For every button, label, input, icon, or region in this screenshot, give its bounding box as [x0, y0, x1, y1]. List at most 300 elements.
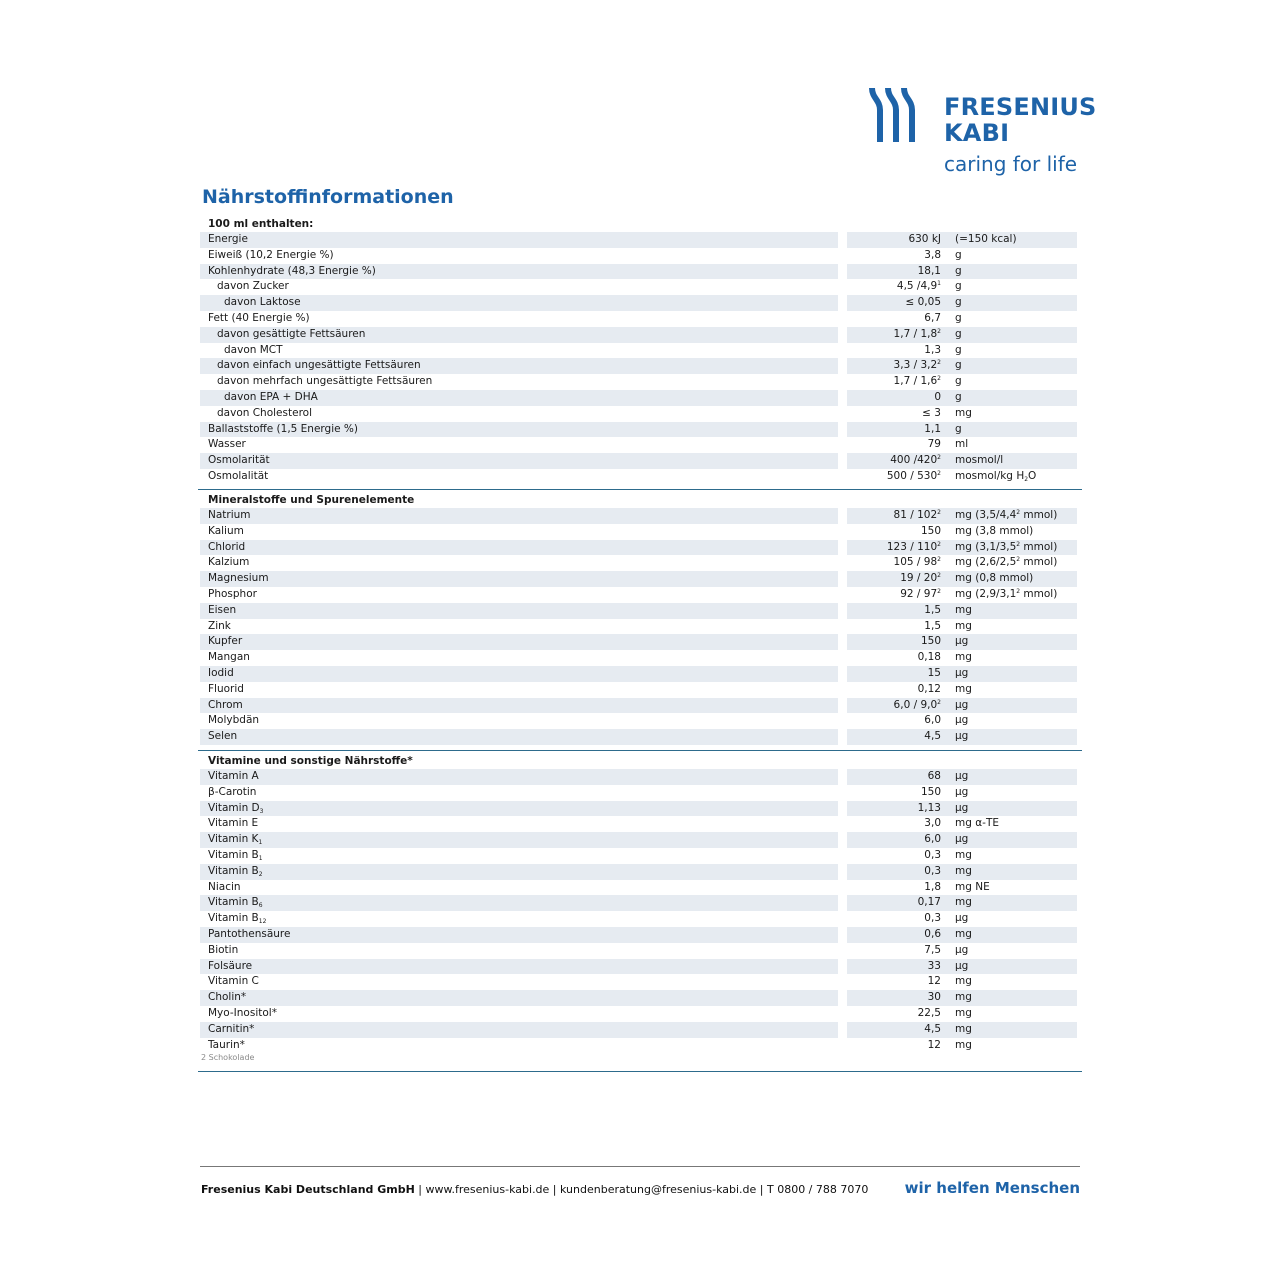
footnote-marker: 2 — [937, 469, 941, 477]
nutrient-value-cell — [847, 769, 945, 785]
nutrient-unit-cell — [945, 508, 1077, 524]
nutrient-unit: mg — [955, 619, 972, 632]
nutrient-name: davon MCT — [224, 343, 283, 356]
nutrient-value: 0,3 — [924, 848, 941, 861]
nutrient-value-cell — [847, 279, 945, 295]
nutrient-value: 22,5 — [917, 1006, 941, 1019]
nutrient-name-cell — [200, 927, 838, 943]
table-row — [200, 540, 1082, 556]
table-row — [200, 390, 1082, 406]
table-row — [200, 959, 1082, 975]
brand-tagline: caring for life — [944, 152, 1078, 176]
nutrient-value: 92 / 97 — [900, 587, 938, 600]
nutrient-name-cell — [200, 816, 838, 832]
footnote-marker: 2 — [937, 454, 941, 462]
nutrient-value: ≤ 0,05 — [905, 296, 941, 309]
nutrient-unit-cell — [945, 358, 1077, 374]
nutrient-value-cell — [847, 1022, 945, 1038]
nutrient-value-cell — [847, 634, 945, 650]
nutrient-name: davon Laktose — [224, 296, 301, 309]
nutrient-name-cell — [200, 232, 838, 248]
nutrient-unit-tail: mmol) — [1020, 540, 1058, 553]
nutrient-name-cell — [200, 619, 838, 635]
nutrient-name-cell — [200, 390, 838, 406]
nutrient-unit: µg — [955, 635, 969, 648]
nutrient-unit: g — [955, 422, 962, 435]
nutrient-unit-cell — [945, 927, 1077, 943]
nutrient-unit-cell — [945, 587, 1077, 603]
nutrient-value-cell — [847, 295, 945, 311]
nutrient-value: 1,7 / 1,6 — [893, 375, 938, 388]
table-row — [200, 571, 1082, 587]
nutrient-name: Kohlenhydrate (48,3 Energie %) — [208, 264, 376, 277]
table-row — [200, 358, 1082, 374]
nutrient-name: Vitamin B — [208, 848, 259, 861]
nutrient-unit-cell — [945, 343, 1077, 359]
nutrient-name: Eisen — [208, 603, 237, 616]
nutrient-unit: µg — [955, 801, 969, 814]
nutrient-name-cell — [200, 666, 838, 682]
footnote-marker: 2 — [937, 327, 941, 335]
nutrient-name-subscript: 6 — [258, 902, 263, 910]
nutrient-value-cell — [847, 469, 945, 485]
table-row — [200, 374, 1082, 390]
footer-contact — [201, 1183, 868, 1196]
unit-subscript: 2 — [1024, 475, 1029, 483]
nutrient-name-cell — [200, 540, 838, 556]
nutrient-name-cell — [200, 713, 838, 729]
nutrient-value-cell — [847, 524, 945, 540]
nutrient-value: 1,5 — [924, 619, 941, 632]
nutrient-value-cell — [847, 406, 945, 422]
table-row — [200, 911, 1082, 927]
table-end-divider — [198, 1071, 1082, 1072]
nutrient-unit-tail: O — [1028, 469, 1037, 482]
nutrient-value-cell — [847, 422, 945, 438]
table-row — [200, 848, 1082, 864]
table-row — [200, 880, 1082, 896]
nutrient-name-cell — [200, 1006, 838, 1022]
unit-superscript: 2 — [1016, 556, 1021, 564]
table-row — [200, 785, 1082, 801]
nutrient-name-cell — [200, 279, 838, 295]
nutrient-unit: µg — [955, 770, 969, 782]
nutrient-name: Wasser — [208, 438, 246, 451]
nutrient-value: 30 — [927, 991, 941, 1004]
nutrient-name: Pantothensäure — [208, 927, 291, 940]
nutrient-value: 1,1 — [924, 422, 941, 435]
nutrient-unit: g — [955, 248, 962, 261]
nutrient-unit-cell — [945, 880, 1077, 896]
section-divider — [198, 489, 1082, 490]
table-row — [200, 1038, 1082, 1054]
nutrient-unit: mg (2,9/3,1 — [955, 587, 1017, 600]
nutrient-name-cell — [200, 587, 838, 603]
nutrient-value: 15 — [927, 666, 941, 679]
nutrient-value: 150 — [920, 524, 941, 537]
nutrient-unit: (=150 kcal) — [955, 233, 1017, 245]
nutrient-unit-tail: mmol) — [1020, 556, 1058, 569]
nutrient-value-cell — [847, 508, 945, 524]
nutrient-unit: µg — [955, 714, 969, 727]
table-row — [200, 1006, 1082, 1022]
nutrient-name: Energie — [208, 233, 248, 245]
nutrient-name-cell — [200, 1038, 838, 1054]
nutrient-name: davon Cholesterol — [217, 406, 312, 419]
nutrient-value-cell — [847, 959, 945, 975]
nutrient-name: Vitamin B — [208, 912, 259, 925]
nutrient-name-cell — [200, 895, 838, 911]
table-row — [200, 232, 1082, 248]
nutrient-name: Fluorid — [208, 682, 244, 695]
table-row — [200, 406, 1082, 422]
nutrient-unit: mg — [955, 1022, 972, 1035]
nutrient-value-cell — [847, 390, 945, 406]
table-row — [200, 1022, 1082, 1038]
nutrient-unit: g — [955, 343, 962, 356]
nutrient-value-cell — [847, 311, 945, 327]
nutrient-name: davon mehrfach ungesättigte Fettsäuren — [217, 375, 433, 388]
nutrient-unit-cell — [945, 469, 1077, 485]
nutrient-value: 3,3 / 3,2 — [893, 359, 938, 372]
footnote-marker: 2 — [937, 556, 941, 564]
nutrient-name-cell — [200, 406, 838, 422]
nutrient-name: Natrium — [208, 509, 251, 521]
nutrient-value-cell — [847, 974, 945, 990]
nutrient-name-cell — [200, 453, 838, 469]
nutrient-name: Vitamin B — [208, 864, 259, 877]
nutrient-name: Vitamin C — [208, 975, 259, 988]
nutrient-name-cell — [200, 880, 838, 896]
nutrient-value: 7,5 — [924, 943, 941, 956]
section-heading: Mineralstoffe und Spurenelemente — [208, 494, 415, 506]
nutrient-unit: mg — [955, 991, 972, 1004]
nutrient-name-cell — [200, 1022, 838, 1038]
nutrient-name: davon EPA + DHA — [224, 390, 318, 403]
nutrient-value-cell — [847, 1038, 945, 1054]
nutrient-value: 3,8 — [924, 248, 941, 261]
nutrient-name: Mangan — [208, 651, 250, 664]
nutrient-name-cell — [200, 508, 838, 524]
nutrient-unit-tail: mmol) — [1020, 509, 1058, 521]
footnote-marker: 2 — [937, 375, 941, 383]
nutrient-unit: mg — [955, 1038, 972, 1051]
nutrient-name: Vitamin B — [208, 896, 259, 909]
nutrient-value-cell — [847, 453, 945, 469]
footer-rule — [200, 1166, 1080, 1167]
nutrient-name-cell — [200, 295, 838, 311]
nutrient-value: 4,5 /4,9 — [896, 280, 938, 293]
nutrient-unit-cell — [945, 943, 1077, 959]
nutrient-unit-cell — [945, 801, 1077, 817]
table-row — [200, 311, 1082, 327]
nutrient-name-subscript: 1 — [258, 854, 263, 862]
nutrient-value: 0,17 — [917, 896, 941, 909]
nutrient-unit: g — [955, 359, 962, 372]
table-row — [200, 650, 1082, 666]
table-row — [200, 864, 1082, 880]
nutrient-value: 6,0 — [924, 833, 941, 846]
nutrient-unit-cell — [945, 911, 1077, 927]
nutrient-name: davon Zucker — [217, 280, 289, 293]
nutrient-unit-cell — [945, 603, 1077, 619]
section-heading: 100 ml enthalten: — [208, 218, 314, 230]
table-row — [200, 666, 1082, 682]
nutrient-value-cell — [847, 555, 945, 571]
nutrient-unit-cell — [945, 634, 1077, 650]
nutrient-value-cell — [847, 990, 945, 1006]
nutrient-unit: g — [955, 390, 962, 403]
nutrient-name-cell — [200, 650, 838, 666]
nutrient-name-subscript: 12 — [258, 918, 267, 926]
nutrient-name-cell — [200, 729, 838, 745]
table-row — [200, 279, 1082, 295]
nutrient-name: Iodid — [208, 666, 234, 679]
footnote-marker: 1 — [937, 280, 941, 288]
nutrient-value: 1,13 — [917, 801, 941, 814]
nutrient-value: 68 — [927, 770, 941, 782]
nutrient-name: Fett (40 Energie %) — [208, 311, 310, 324]
table-row — [200, 264, 1082, 280]
nutrient-name-cell — [200, 943, 838, 959]
footnote-marker: 2 — [937, 587, 941, 595]
nutrient-value-cell — [847, 682, 945, 698]
nutrient-unit: mg (3,5/4,4 — [955, 509, 1017, 521]
nutrient-name: Vitamin K — [208, 833, 259, 846]
nutrient-name-cell — [200, 848, 838, 864]
nutrient-value-cell — [847, 666, 945, 682]
nutrient-value: 0,6 — [924, 927, 941, 940]
nutrient-unit-cell — [945, 524, 1077, 540]
fresenius-kabi-logo — [866, 84, 1097, 184]
nutrient-name: β-Carotin — [208, 785, 257, 798]
nutrient-value-cell — [847, 713, 945, 729]
table-row — [200, 248, 1082, 264]
nutrient-value-cell — [847, 832, 945, 848]
nutrient-name-cell — [200, 832, 838, 848]
nutrient-value: 81 / 102 — [893, 509, 938, 521]
nutrient-value: 79 — [927, 438, 941, 451]
footnote-marker: 2 — [937, 509, 941, 516]
nutrient-unit-cell — [945, 555, 1077, 571]
nutrient-name: Cholin* — [208, 991, 247, 1004]
nutrient-value: 1,8 — [924, 880, 941, 893]
nutrient-value: ≤ 3 — [922, 406, 941, 419]
nutrient-value-cell — [847, 698, 945, 714]
table-row — [200, 895, 1082, 911]
nutrient-value-cell — [847, 619, 945, 635]
nutrient-value: 4,5 — [924, 1022, 941, 1035]
nutrient-value: 123 / 110 — [886, 540, 938, 553]
nutrient-unit-cell — [945, 295, 1077, 311]
table-row — [200, 437, 1082, 453]
nutrient-name-cell — [200, 571, 838, 587]
nutrient-value-cell — [847, 343, 945, 359]
nutrient-unit: ml — [955, 438, 969, 451]
nutrient-value: 6,0 — [924, 714, 941, 727]
nutrient-name-cell — [200, 698, 838, 714]
nutrient-name-subscript: 1 — [258, 839, 263, 847]
nutrient-name: Folsäure — [208, 959, 253, 972]
table-row — [200, 343, 1082, 359]
nutrient-name-cell — [200, 911, 838, 927]
nutrient-name: Kalium — [208, 524, 244, 537]
nutrient-value-cell — [847, 911, 945, 927]
nutrient-unit-cell — [945, 1006, 1077, 1022]
table-row — [200, 927, 1082, 943]
nutrient-value-cell — [847, 848, 945, 864]
nutrient-value: 19 / 20 — [900, 572, 938, 585]
nutrient-unit-cell — [945, 232, 1077, 248]
section-divider — [198, 750, 1082, 751]
nutrient-unit: g — [955, 327, 962, 340]
page-title: Nährstoffinformationen — [202, 186, 454, 208]
nutrient-value-cell — [847, 880, 945, 896]
nutrient-value-cell — [847, 801, 945, 817]
nutrient-unit: µg — [955, 912, 969, 925]
nutrient-value-cell — [847, 437, 945, 453]
nutrient-name-cell — [200, 264, 838, 280]
nutrient-name-cell — [200, 769, 838, 785]
nutrient-unit-cell — [945, 540, 1077, 556]
nutrient-name: Osmolarität — [208, 454, 270, 467]
nutrient-value-cell — [847, 816, 945, 832]
nutrient-unit-cell — [945, 1022, 1077, 1038]
table-row — [200, 453, 1082, 469]
unit-superscript: 2 — [1016, 540, 1021, 548]
nutrient-unit: mg — [955, 927, 972, 940]
nutrient-unit-cell — [945, 327, 1077, 343]
nutrient-value-cell — [847, 603, 945, 619]
table-row — [200, 327, 1082, 343]
nutrient-value: 12 — [927, 1038, 941, 1051]
nutrient-unit: mg — [955, 975, 972, 988]
nutrient-value: 4,5 — [924, 730, 941, 743]
nutrient-unit: mg — [955, 848, 972, 861]
nutrient-name-cell — [200, 990, 838, 1006]
nutrient-unit: mg — [955, 406, 972, 419]
nutrient-name-cell — [200, 343, 838, 359]
nutrient-name-cell — [200, 311, 838, 327]
nutrient-name-cell — [200, 524, 838, 540]
nutrient-name-cell — [200, 248, 838, 264]
table-row — [200, 832, 1082, 848]
nutrient-value: 3,0 — [924, 817, 941, 830]
footer-company: Fresenius Kabi Deutschland GmbH — [201, 1183, 415, 1196]
section-basics — [200, 216, 1082, 485]
nutrient-name: Carnitin* — [208, 1022, 255, 1035]
nutrient-name: Kupfer — [208, 635, 243, 648]
nutrient-value-cell — [847, 729, 945, 745]
nutrient-unit-cell — [945, 990, 1077, 1006]
nutrient-name: Chlorid — [208, 540, 246, 553]
nutrient-name: Myo-Inositol* — [208, 1006, 277, 1019]
nutrient-unit: mg (0,8 mmol) — [955, 572, 1034, 585]
nutrient-name-cell — [200, 603, 838, 619]
table-row — [200, 698, 1082, 714]
nutrient-value-cell — [847, 927, 945, 943]
nutrient-value: 105 / 98 — [893, 556, 938, 569]
nutrient-unit: µg — [955, 730, 969, 743]
nutrient-value: 1,7 / 1,8 — [893, 327, 938, 340]
table-row — [200, 801, 1082, 817]
nutrient-unit: g — [955, 375, 962, 388]
nutrient-name: Osmolalität — [208, 469, 269, 482]
nutrient-unit: mg (2,6/2,5 — [955, 556, 1017, 569]
nutrient-name: Vitamin A — [208, 770, 259, 782]
section-vitamins — [200, 753, 1082, 1053]
unit-superscript: 2 — [1016, 509, 1021, 516]
nutrient-name-cell — [200, 634, 838, 650]
nutrient-value: 0,3 — [924, 912, 941, 925]
nutrient-name-cell — [200, 374, 838, 390]
nutrient-unit: µg — [955, 698, 969, 711]
nutrient-unit-cell — [945, 374, 1077, 390]
nutrient-value: 500 / 530 — [886, 469, 938, 482]
nutrient-value-cell — [847, 374, 945, 390]
nutrient-unit: mg NE — [955, 880, 990, 893]
nutrient-value-cell — [847, 264, 945, 280]
nutrient-value-cell — [847, 1006, 945, 1022]
brand-name-line1: FRESENIUS — [944, 93, 1097, 121]
nutrient-unit-cell — [945, 571, 1077, 587]
nutrient-unit-cell — [945, 816, 1077, 832]
table-row — [200, 634, 1082, 650]
nutrient-unit-cell — [945, 264, 1077, 280]
nutrient-value: 0,3 — [924, 864, 941, 877]
table-row — [200, 974, 1082, 990]
nutrient-value-cell — [847, 358, 945, 374]
nutrient-name: Vitamin E — [208, 817, 259, 830]
footnote-marker: 2 — [937, 359, 941, 367]
nutrient-name: Niacin — [208, 880, 241, 893]
nutrient-name-cell — [200, 327, 838, 343]
table-row — [200, 524, 1082, 540]
nutrient-unit: mg — [955, 651, 972, 664]
nutrient-unit: g — [955, 264, 962, 277]
nutrient-name: Chrom — [208, 698, 243, 711]
table-row — [200, 990, 1082, 1006]
nutrient-name-cell — [200, 422, 838, 438]
nutrient-unit-cell — [945, 619, 1077, 635]
nutrient-value-cell — [847, 540, 945, 556]
nutrient-name: davon einfach ungesättigte Fettsäuren — [217, 359, 421, 372]
nutrient-unit-tail: mmol) — [1020, 587, 1058, 600]
nutrient-unit-cell — [945, 437, 1077, 453]
nutrient-unit-cell — [945, 422, 1077, 438]
table-row — [200, 603, 1082, 619]
nutrient-value-cell — [847, 232, 945, 248]
nutrient-name: Biotin — [208, 943, 239, 956]
nutrient-value-cell — [847, 248, 945, 264]
nutrient-unit: mg (3,8 mmol) — [955, 524, 1034, 537]
nutrient-value: 33 — [927, 959, 941, 972]
nutrient-value: 630 kJ — [908, 233, 941, 245]
table-row — [200, 713, 1082, 729]
nutrient-name: Molybdän — [208, 714, 260, 727]
nutrient-value-cell — [847, 943, 945, 959]
nutrient-name: Phosphor — [208, 587, 257, 600]
nutrient-unit-cell — [945, 406, 1077, 422]
nutrient-unit-cell — [945, 785, 1077, 801]
nutrient-value: 0,12 — [917, 682, 941, 695]
nutrient-name-cell — [200, 469, 838, 485]
table-row — [200, 422, 1082, 438]
nutrient-name-cell — [200, 864, 838, 880]
table-row — [200, 943, 1082, 959]
nutrient-unit: µg — [955, 959, 969, 972]
nutrient-unit: mosmol/l — [955, 454, 1004, 467]
